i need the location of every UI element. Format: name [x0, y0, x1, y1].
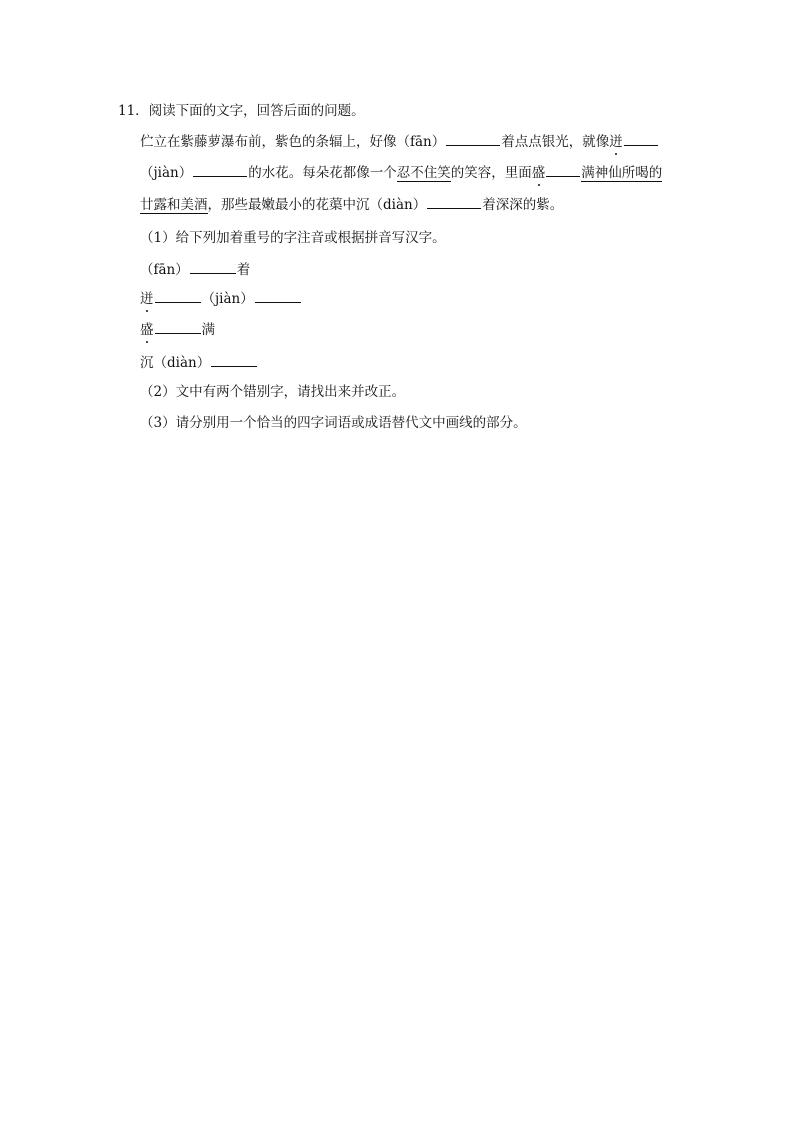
underlined-phrase: 廿露和美酒: [140, 197, 208, 213]
answer-blank[interactable]: [546, 162, 580, 177]
subquestion-1-item-2: [140, 288, 302, 308]
subquestion-1-title: （1）给下列加着重号的字注音或根据拼音写汉字。: [140, 230, 446, 246]
question-prompt: 阅读下面的文字，回答后面的问题。: [148, 103, 365, 119]
answer-blank[interactable]: [211, 352, 257, 367]
item-text: 沉（diàn）: [140, 355, 211, 371]
underlined-phrase: 满神仙所喝的: [581, 165, 663, 181]
answer-blank[interactable]: [427, 194, 481, 209]
item-text: （jiàn）: [201, 291, 254, 307]
answer-blank[interactable]: [190, 259, 236, 274]
passage-line-3: [140, 194, 563, 214]
subquestion-1-item-4: [140, 352, 258, 372]
subquestion-1-item-1: [140, 259, 250, 279]
answer-blank[interactable]: [624, 131, 658, 146]
passage-text: 着点点银光，就像: [501, 134, 610, 150]
answer-blank[interactable]: [446, 131, 500, 146]
emphasized-char: 盛: [531, 165, 546, 181]
emphasized-char: 盛: [140, 322, 154, 338]
passage-line-1: [140, 131, 659, 151]
passage-text: （jiàn）: [140, 165, 193, 181]
emphasized-char: 迸: [140, 291, 154, 307]
item-text: （fān）: [140, 262, 189, 278]
passage-text: 的水花。每朵花都像一个: [248, 165, 397, 181]
underlined-phrase: 忍不住笑: [396, 165, 451, 181]
passage-text: 的笑容，里面: [450, 165, 532, 181]
item-text: 满: [201, 322, 215, 338]
emphasized-char: 迸: [609, 134, 623, 150]
subquestion-2-title: （2）文中有两个错别字，请找出来并改正。: [140, 384, 406, 400]
passage-text: 着深深的紫。: [482, 197, 564, 213]
answer-blank[interactable]: [155, 288, 201, 303]
answer-blank[interactable]: [193, 162, 247, 177]
passage-text: 伫立在紫藤萝瀑布前，紫色的条辐上，好像（fān）: [140, 134, 446, 150]
answer-blank[interactable]: [155, 319, 201, 334]
passage-line-2: [140, 162, 662, 182]
answer-blank[interactable]: [255, 288, 301, 303]
passage-text: ，那些最嫩最小的花蕖中沉（diàn）: [207, 197, 427, 213]
item-text: 着: [236, 262, 251, 278]
subquestion-3-title: （3）请分别用一个恰当的四字词语或成语替代文中画线的部分。: [140, 415, 527, 431]
subquestion-1-item-3: [140, 319, 215, 339]
question-number: 11．: [118, 103, 149, 119]
question-header: [118, 101, 365, 121]
